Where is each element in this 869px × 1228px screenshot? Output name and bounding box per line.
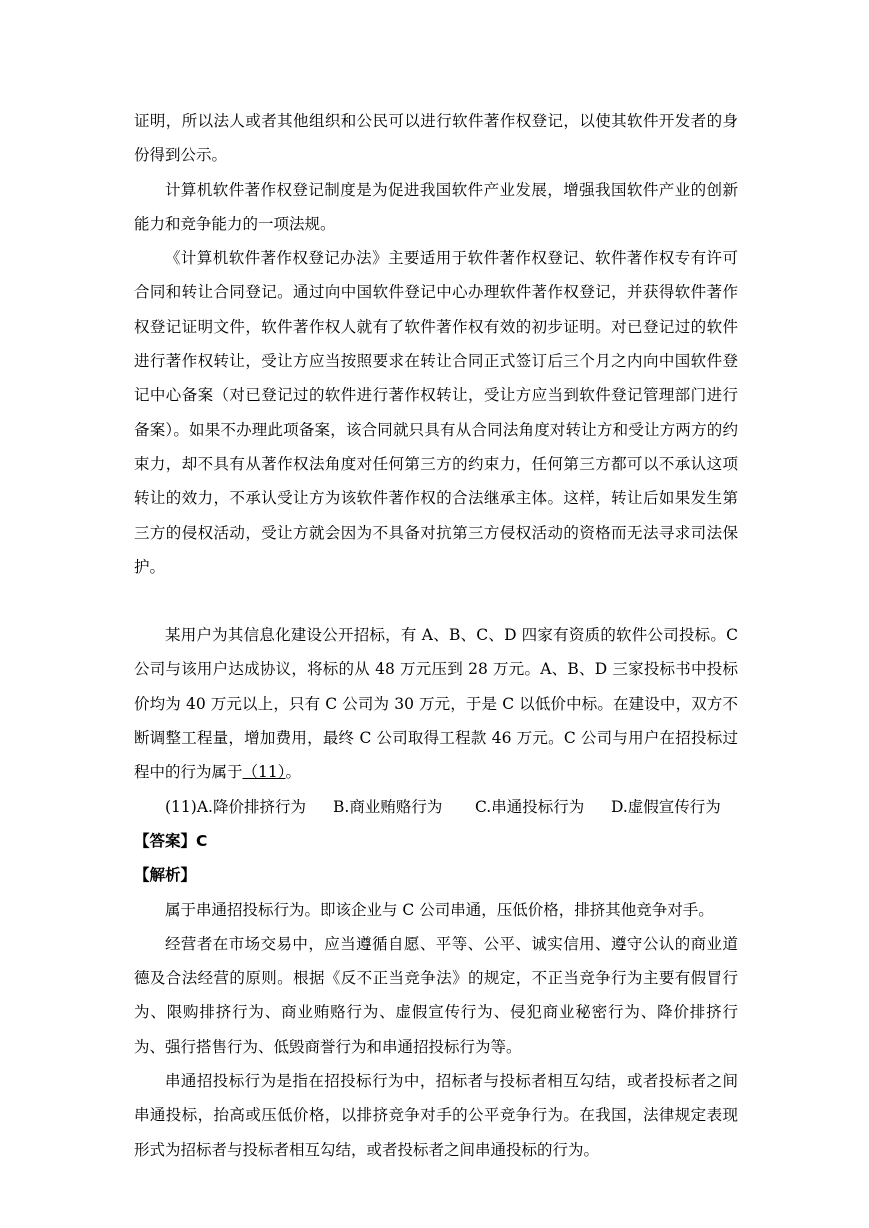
answer-value: C <box>196 831 208 850</box>
document-body <box>134 104 738 1167</box>
question-options <box>134 790 738 824</box>
option-a: (11)A.降价排挤行为 <box>165 797 306 816</box>
option-c: C.串通投标行为 <box>475 797 585 816</box>
question-stem-end: 。 <box>285 763 302 782</box>
analysis-label: 【解析】 <box>134 866 197 885</box>
option-d: D.虚假宣传行为 <box>611 797 721 816</box>
paragraph-registration-system: 计算机软件著作权登记制度是为促进我国软件产业发展，增强我国软件产业的创新能力和竞争能力的一项法规。 <box>134 180 738 233</box>
question-stem-text: 某用户为其信息化建设公开招标，有 A、B、C、D 四家有资质的软件公司投标。C 公司与该用户达成协议，将标的从 48 万元压到 28 万元。A、B、D 三家投标书中投标价均为 40 万元以上，只有 C 公司为 30 万元，于是 C 以低价中标。在建设中，双方不断调整工程量，增加费用，最终 C 公司取得工程款 46 万元。C 公司与用户在招投标过程中的行为属于 <box>134 626 738 782</box>
answer-line <box>134 824 738 858</box>
analysis-paragraph: 属于串通招投标行为。即该企业与 C 公司串通，压低价格，排挤其他竞争对手。 <box>165 900 714 919</box>
paragraph-continuation: 证明，所以法人或者其他组织和公民可以进行软件著作权登记，以使其软件开发者的身份得到公示。 <box>134 112 738 165</box>
question-blank: （11） <box>242 763 286 782</box>
answer-label: 【答案】 <box>134 831 197 850</box>
option-b: B.商业贿赂行为 <box>333 797 443 816</box>
paragraph-gap <box>134 584 738 618</box>
paragraph-registration-measures: 《计算机软件著作权登记办法》主要适用于软件著作权登记、软件著作权专有许可合同和转让合同登记。通过向中国软件登记中心办理软件著作权登记，并获得软件著作权登记证明文件，软件著作权人就有了软件著作权有效的初步证明。对已登记过的软件进行著作权转让，受让方应当按照要求在转让合同正式签订后三个月之内向中国软件登记中心备案（对已登记过的软件进行著作权转让，受让方应当到软件登记管理部门进行备案）。如果不办理此项备案，该合同就只具有从合同法角度对转让方和受让方两方的约束力，却不具有从著作权法角度对任何第三方的约束力，任何第三方都可以不承认这项转让的效力，不承认受让方为该软件著作权的合法继承主体。这样，转让后如果发生第三方的侵权活动，受让方就会因为不具备对抗第三方侵权活动的资格而无法寻求司法保护。 <box>134 249 738 576</box>
question-stem <box>134 618 738 789</box>
analysis-paragraph: 经营者在市场交易中，应当遵循自愿、平等、公平、诚实信用、遵守公认的商业道德及合法经营的原则。根据《反不正当竞争法》的规定，不正当竞争行为主要有假冒行为、限购排挤行为、商业贿赂行为、虚假宣传行为、侵犯商业秘密行为、降价排挤行为、强行搭售行为、低毁商誉行为和串通招投标行为等。 <box>134 934 738 1056</box>
analysis-paragraph: 串通招投标行为是指在招投标行为中，招标者与投标者相互勾结，或者投标者之间串通投标，抬高或压低价格，以排挤竞争对手的公平竞争行为。在我国，法律规定表现形式为招标者与投标者相互勾结，或者投标者之间串通投标的行为。 <box>134 1072 738 1159</box>
